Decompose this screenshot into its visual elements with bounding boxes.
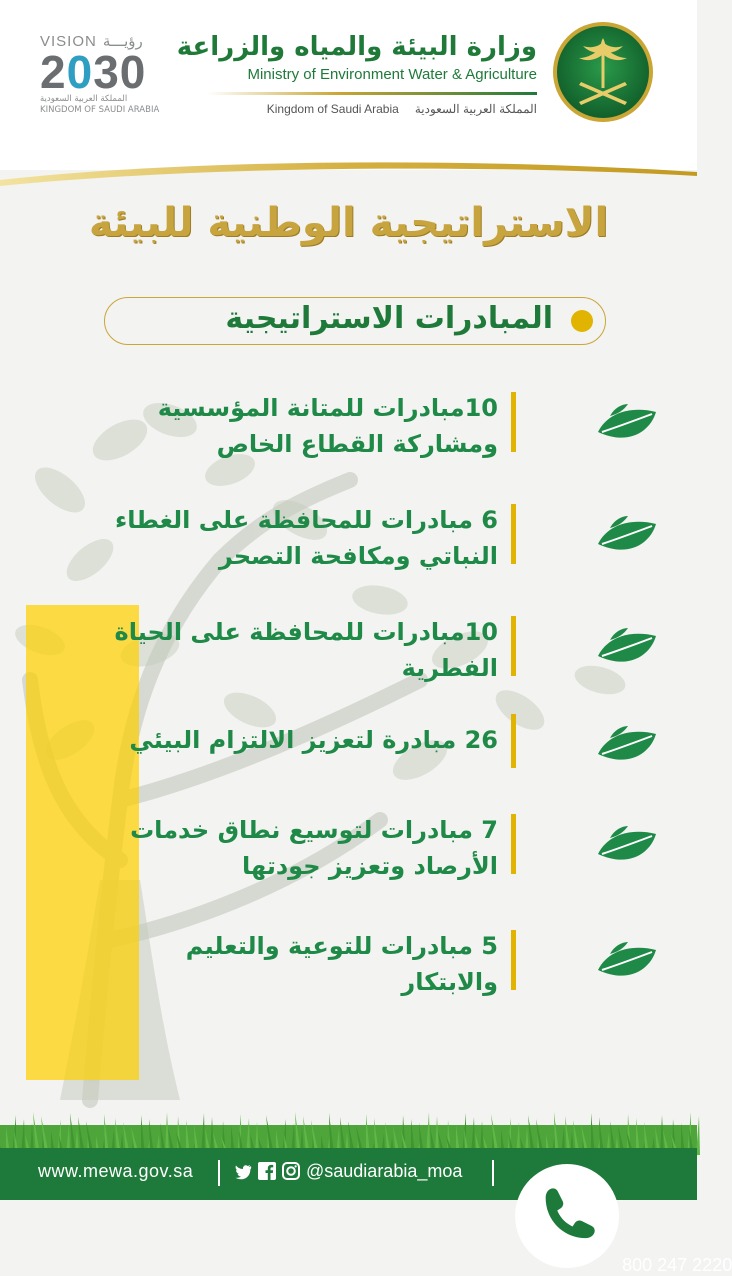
leaf-icon	[596, 940, 658, 986]
initiative-text: 5 مبادرات للتوعية والتعليم والابتكار	[185, 932, 498, 996]
initiative-text: 7 مبادرات لتوسيع نطاق خدمات الأرصاد وتعزيز جودتها	[130, 816, 498, 880]
initiative-text: 10مبادرات للمتانة المؤسسية ومشاركة القطاع الخاص	[157, 394, 498, 458]
leaf-icon	[596, 514, 658, 560]
facebook-icon[interactable]	[258, 1162, 276, 1180]
social-handles[interactable]: @saudiarabia_moa	[234, 1161, 462, 1182]
ministry-country: Kingdom of Saudi Arabia المملكة العربية السعودية	[266, 102, 537, 116]
website-link[interactable]: www.mewa.gov.sa	[38, 1161, 194, 1181]
item-divider-bar	[511, 714, 516, 768]
phone-icon	[512, 1161, 622, 1271]
instagram-icon[interactable]	[282, 1162, 300, 1180]
initiative-item-2	[80, 502, 680, 582]
item-divider-bar	[511, 616, 516, 676]
initiative-item-6	[80, 928, 680, 1008]
initiative-item-4	[80, 712, 680, 792]
palm-swords-seal-icon	[551, 20, 655, 124]
leaf-icon	[596, 626, 658, 672]
item-divider-bar	[511, 504, 516, 564]
footer-separator	[218, 1160, 220, 1186]
footer	[0, 1148, 732, 1276]
leaf-icon	[596, 402, 658, 448]
initiative-item-1	[80, 390, 680, 470]
ministry-name-ar: وزارة البيئة والمياه والزراعة	[176, 32, 537, 62]
vision-kingdom-ar: المملكة العربية السعودية	[40, 94, 128, 104]
initiative-text: 10مبادرات للمحافظة على الحياة الفطرية	[114, 618, 498, 682]
item-divider-bar	[511, 930, 516, 990]
twitter-icon[interactable]	[234, 1162, 252, 1180]
vision-kingdom-en: KINGDOM OF SAUDI ARABIA	[40, 105, 160, 115]
vision-2030-logo	[40, 32, 165, 122]
gold-wave-divider	[0, 150, 697, 190]
leaf-icon	[596, 824, 658, 870]
initiative-item-5	[80, 812, 680, 892]
bullet-dot-icon	[571, 310, 593, 332]
leaf-icon	[596, 724, 658, 770]
subtitle-box	[104, 297, 606, 345]
subtitle-text: المبادرات الاستراتيجية	[225, 301, 553, 336]
ministry-name-en: Ministry of Environment Water & Agriculture	[247, 66, 537, 83]
ministry-divider	[207, 92, 537, 95]
header	[0, 0, 697, 170]
initiative-text: 26 مبادرة لتعزيز الالتزام البيئي	[129, 726, 498, 754]
initiative-item-3	[80, 614, 680, 694]
initiative-text: 6 مبادرات للمحافظة على الغطاء النباتي ومكافحة التصحر	[114, 506, 498, 570]
main-title: الاستراتيجية الوطنية للبيئة	[88, 200, 609, 246]
vision-label: VISION رؤيـــة	[40, 33, 143, 50]
vision-year: 2030	[40, 46, 147, 98]
footer-separator	[492, 1160, 494, 1186]
item-divider-bar	[511, 392, 516, 452]
phone-number[interactable]: 800 247 2220	[512, 1161, 622, 1276]
item-divider-bar	[511, 814, 516, 874]
grass-strip	[0, 1085, 697, 1155]
ministry-name-block	[176, 30, 537, 117]
